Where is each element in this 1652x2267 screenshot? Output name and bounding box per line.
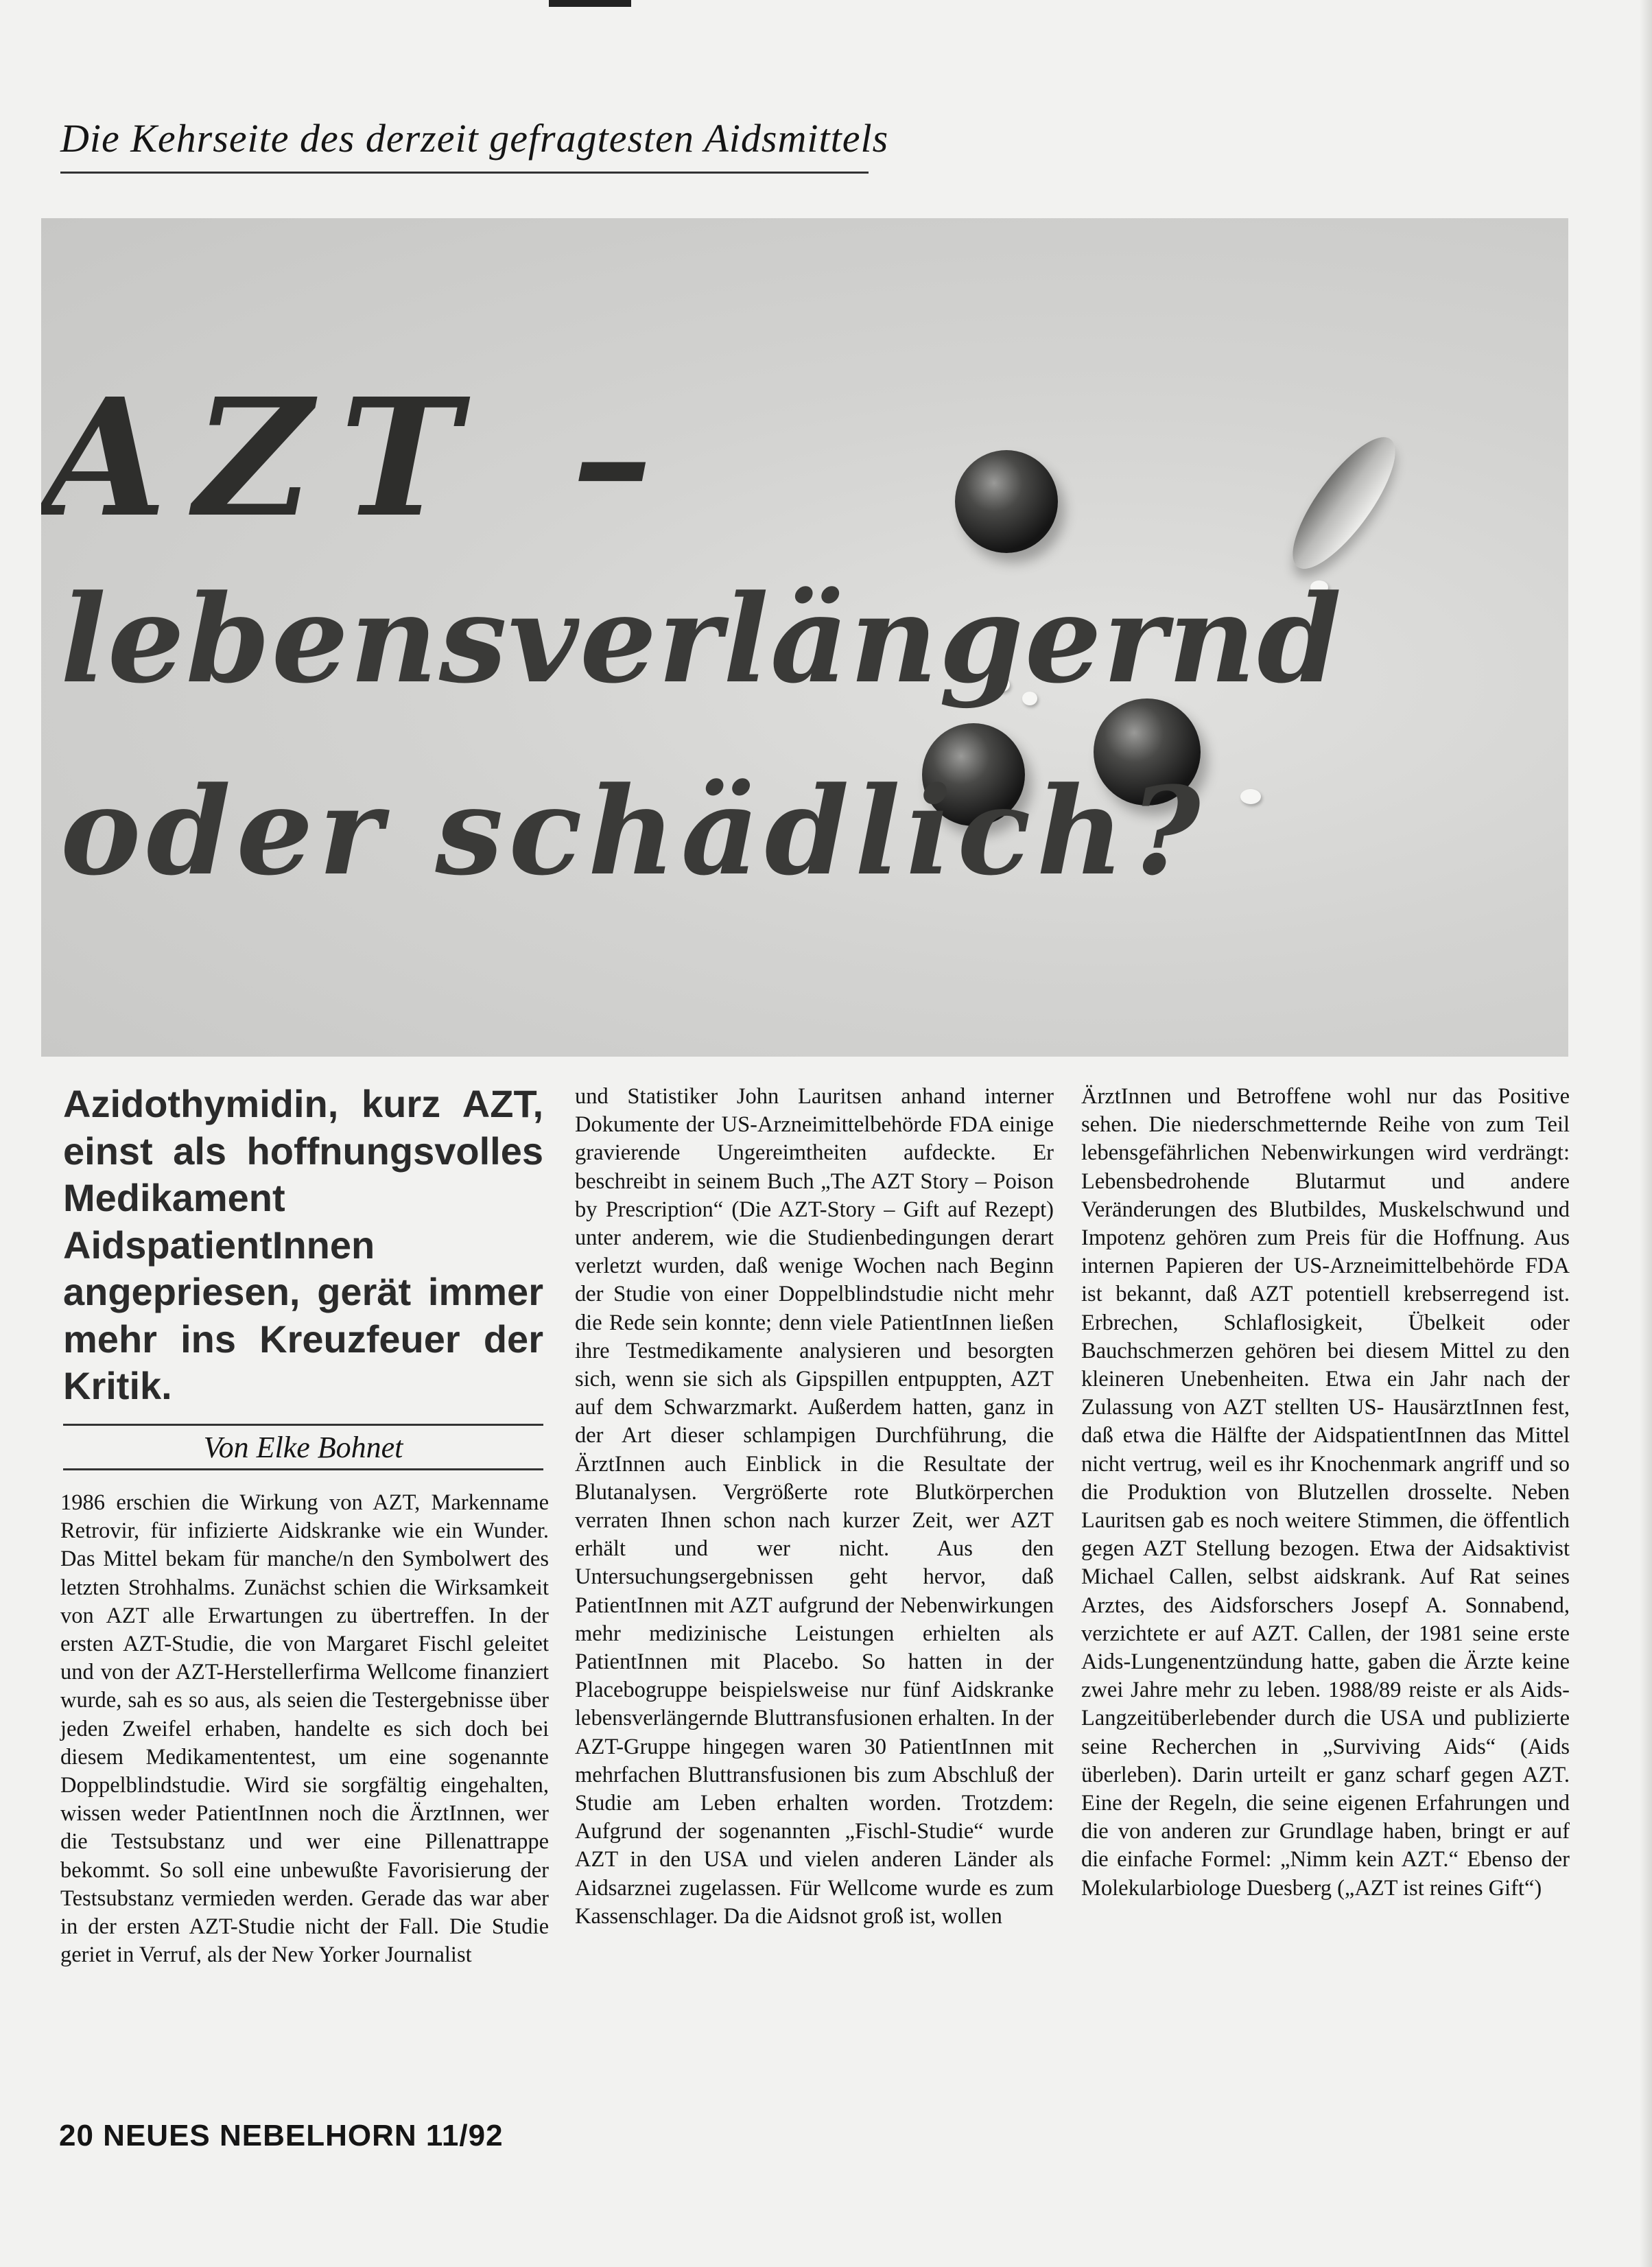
byline: Von Elke Bohnet: [63, 1424, 543, 1470]
headline-lebensverlaengernd: lebensverlängernd: [60, 568, 1343, 710]
headline-photo: [41, 218, 1568, 1057]
small-pill-dot: [1240, 789, 1261, 804]
tilted-tablet: [1276, 423, 1412, 583]
page-footer: 20 NEUES NEBELHORN 11/92: [59, 2119, 504, 2152]
lead-paragraph: Azidothymidin, kurz AZT, einst als hoffnungsvolles Medikament AidspatientInnen angepriesen, gerät immer mehr ins Kreuzfeuer der Kritik.: [63, 1082, 543, 1407]
pill-ball-top: [955, 450, 1058, 553]
headline-oder-schaedlich: oder schädlich?: [60, 760, 1206, 902]
kicker-line: Die Kehrseite des derzeit gefragtesten Aidsmittels: [60, 115, 869, 174]
body-column-3: ÄrztInnen und Betroffene wohl nur das Positive sehen. Die niederschmetternde Reihe von zum Teil lebensgefährlichen Nebenwirkungen wird verdrängt: Lebensbedrohende Blutarmut und andere Veränderungen des Blutbildes, Muskelschwund und Impotenz gehören zum Preis für die Hoffnung. Aus internen Papieren der US-Arzneimittelbehörde FDA ist bekannt, daß AZT potentiell krebserregend ist. Erbrechen, Schlaflosigkeit, Übelkeit oder Bauchschmerzen gehören bei diesem Mittel zu den kleineren Unebenheiten. Etwa ein Jahr nach der Zulassung von AZT stellten US- HausärztInnen fest, daß etwa die Hälfte der AidspatientInnen das Mittel nicht vertrug, weil es ihr Knochenmark angriff und so die Produktion von Blutzellen drosselte. Neben Lauritsen gab es noch weitere Stimmen, die öffentlich gegen AZT Stellung bezogen. Etwa der Aidsaktivist Michael Callen, selbst aidskrank. Auf Rat seines Arztes, des Aidsforschers Josepf A. Sonnabend, verzichtete er auf AZT. Callen, der 1981 seine erste Aids-Lungenentzündung hatte, gaben die Ärzte keine zwei Jahre mehr zu leben. 1988/89 reiste er als Aids-Langzeitüberlebender durch die USA und publizierte seine Recherchen in „Surviving Aids“ (Aids überleben). Darin urteilt er ganz scharf gegen AZT. Eine der Regeln, die seine eigenen Erfahrungen und die von anderen zur Grundlage haben, bringt er auf die einfache Formel: „Nimm kein AZT.“ Ebenso der Molekularbiologe Duesberg („AZT ist reines Gift“): [1081, 1084, 1570, 1901]
headline-azt: AZT –: [41, 362, 681, 553]
body-column-2: und Statistiker John Lauritsen anhand interner Dokumente der US-Arzneimittelbehörde FDA einige gravierende Ungereimtheiten aufdeckte. Er beschreibt in seinem Buch „The AZT Story – Poison by Prescription“ (Die AZT-Story – Gift auf Rezept) unter anderem, wie die Studienbedingungen derart verletzt wurden, daß wenige Wochen nach Beginn der Studie von einer Doppelblindstudie nicht mehr die Rede sein konnte; denn viele PatientInnen ließen ihre Testmedikamente analysieren und besorgten sich, wenn sie sich als Gipspillen entpuppten, AZT auf dem Schwarzmarkt. Außerdem hatten, ganz in der Art dieser schlampigen Durchführung, die ÄrztInnen auch Einblick in die Resultate der Blutanalysen. Vergrößerte rote Blutkörperchen verraten Ihnen schon nach kurzer Zeit, wer AZT erhält und wer nicht. Aus den Untersuchungsergebnissen geht hervor, daß PatientInnen mit AZT aufgrund der Nebenwirkungen mehr medizinische Leistungen erhielten als PatientInnen mit Placebo. So hatten in der Placebogruppe beispielsweise nur fünf Aidskranke lebensverlängernde Bluttransfusionen erhalten. In der AZT-Gruppe hingegen waren 30 PatientInnen mit mehrfachen Bluttransfusionen bis zum Abschluß der Studie am Leben erhalten worden. Trotzdem: Aufgrund der sogenannten „Fischl-Studie“ wurde AZT in den USA und vielen anderen Länder als Aidsarznei zugelassen. Für Wellcome wurde es zum Kassenschlager. Da die Aidsnot groß ist, wollen: [575, 1084, 1054, 1929]
body-column-1: 1986 erschien die Wirkung von AZT, Markenname Retrovir, für infizierte Aidskranke wie ein Wunder. Das Mittel bekam für manche/n den Symbolwert des letzten Strohhalms. Zunächst schien die Wirksamkeit von AZT alle Erwartungen zu übertreffen. In der ersten AZT-Studie, die von Margaret Fischl geleitet und von der AZT-Herstellerfirma Wellcome finanziert wurde, sah es so aus, als seien die Testergebnisse über jeden Zweifel erhaben, handelte es sich doch bei diesem Medikamententest, um eine sogenannte Doppelblindstudie. Wird sie sorgfältig eingehalten, wissen weder PatientInnen noch die ÄrztInnen, wer die Testsubstanz und wer eine Pillenattrappe bekommt. So soll eine unbewußte Favorisierung der Testsubstanz vermieden werden. Gerade das war aber in der ersten AZT-Studie nicht der Fall. Die Studie geriet in Verruf, als der New Yorker Journalist: [60, 1490, 549, 1968]
page-top-mark: [549, 0, 631, 7]
page-edge: [1640, 0, 1652, 2267]
